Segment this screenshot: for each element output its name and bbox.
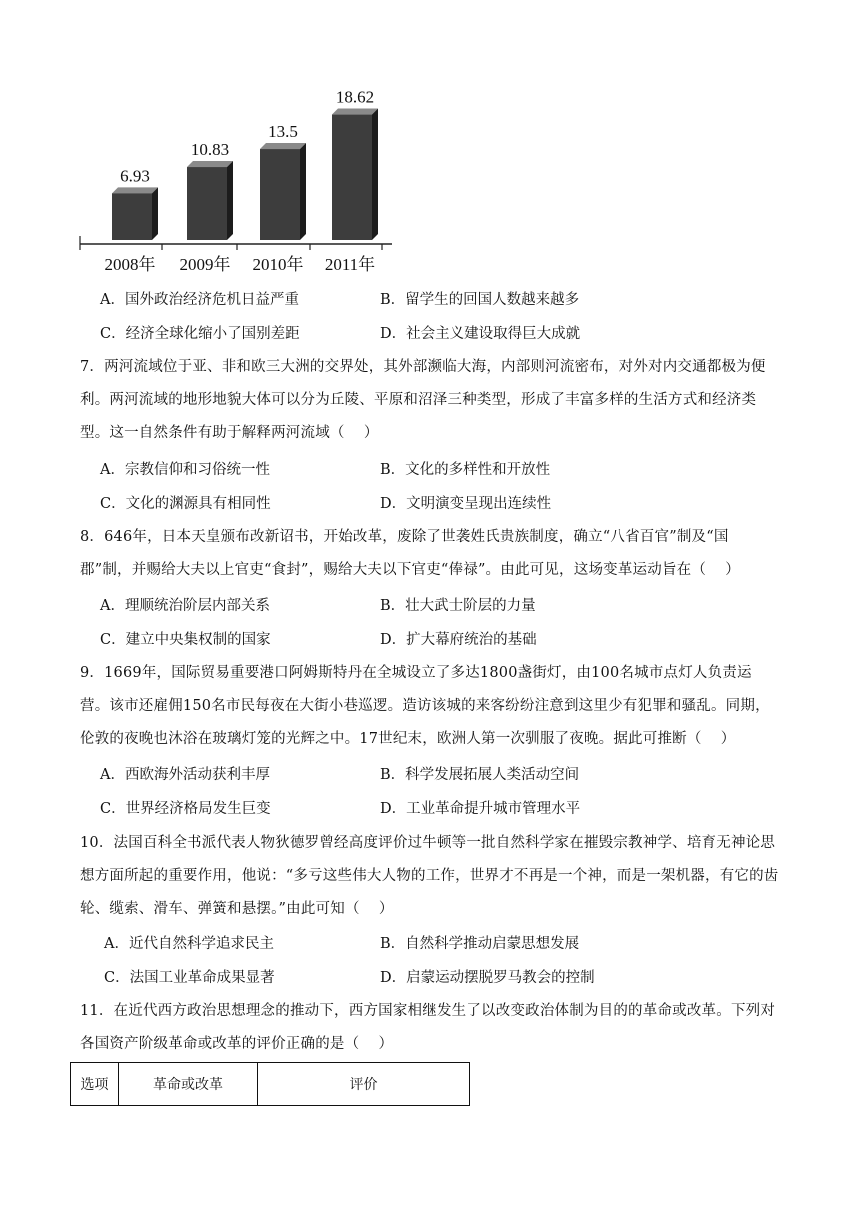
q10-option-c: C．法国工业革命成果显著 (104, 970, 275, 986)
q8-option-a: A．理顺统治阶层内部关系 (100, 598, 270, 614)
q9-option-c: C．世界经济格局发生巨变 (100, 801, 271, 817)
q11-table (70, 1062, 470, 1106)
x-tick-label: 2011年 (324, 255, 376, 274)
q9-stem: 9．1669年，国际贸易重要港口阿姆斯特丹在全城设立了多达1800盏街灯，由100名城市点灯人负责运营。该市还雇佣150名市民每夜在大街小巷巡逻。造访该城的来客纷纷注意到这里少有犯罪和骚乱。同期，伦敦的夜晚也沐浴在玻璃灯笼的光辉之中。17世纪末，欧洲人第一次驯服了夜晚。据此可推断（ ） (80, 665, 770, 747)
bar-side-face (300, 143, 306, 240)
q10-stem: 10．法国百科全书派代表人物狄德罗曾经高度评价过牛顿等一批自然科学家在摧毁宗教神学、培育无神论思想方面所起的重要作用，他说：“多亏这些伟大人物的工作，世界才不再是一个神，而是一架机器，有它的齿轮、缆索、滑车、弹簧和悬摆。”由此可知（ ） (80, 835, 779, 917)
q6-option-a: A．国外政治经济危机日益严重 (100, 292, 299, 308)
x-tick-label: 2010年 (252, 255, 304, 274)
table-header-cell: 评价 (258, 1063, 470, 1106)
q10-option-d: D．启蒙运动摆脱罗马教会的控制 (380, 970, 595, 986)
q6-option-c: C．经济全球化缩小了国别差距 (100, 326, 300, 342)
bar-value-label: 13.5 (268, 122, 298, 142)
bar (112, 193, 152, 240)
q8-option-b: B．壮大武士阶层的力量 (380, 598, 536, 614)
table-header-cell: 选项 (71, 1063, 119, 1106)
q8-option-c: C．建立中央集权制的国家 (100, 632, 271, 648)
bar-value-label: 18.62 (335, 87, 375, 107)
q10-option-a: A．近代自然科学追求民主 (104, 936, 274, 952)
x-tick-label: 2008年 (104, 255, 156, 274)
bar-chart (70, 87, 400, 280)
bar-top-face (332, 109, 378, 115)
q8-option-d: D．扩大幕府统治的基础 (380, 632, 537, 648)
bar (187, 167, 227, 240)
q10-option-b: B．自然科学推动启蒙思想发展 (380, 936, 580, 952)
bar (332, 115, 372, 240)
q7-option-b: B．文化的多样性和开放性 (380, 462, 551, 478)
table-header-row (71, 1063, 470, 1106)
q7-stem: 7．两河流域位于亚、非和欧三大洲的交界处，其外部濒临大海，内部则河流密布，对外对内交通都极为便利。两河流域的地形地貌大体可以分为丘陵、平原和沼泽三种类型，形成了丰富多样的生活方式和经济类型。这一自然条件有助于解释两河流域（ ） (80, 359, 766, 441)
bar-value-label: 6.93 (120, 166, 150, 186)
q7-option-c: C．文化的渊源具有相同性 (100, 496, 271, 512)
bar-side-face (227, 161, 233, 240)
bar-side-face (152, 187, 158, 240)
q6-option-b: B．留学生的回国人数越来越多 (380, 292, 580, 308)
bar-value-label: 10.83 (190, 140, 230, 160)
q11-stem: 11．在近代西方政治思想理念的推动下，西方国家相继发生了以改变政治体制为目的的革命或改革。下列对各国资产阶级革命或改革的评价正确的是（ ） (80, 1003, 776, 1052)
q7-option-d: D．文明演变呈现出连续性 (380, 496, 552, 512)
bar-top-face (260, 143, 306, 149)
q6-option-d: D．社会主义建设取得巨大成就 (380, 326, 581, 342)
bar-side-face (372, 109, 378, 240)
q8-stem: 8．646年，日本天皇颁布改新诏书，开始改革，废除了世袭姓氏贵族制度，确立“八省百官”制及“国郡”制，并赐给大夫以上官吏“食封”，赐给大夫以下官吏“俸禄”。由此可见，这场变革运动旨在（ ） (80, 529, 740, 578)
q7-option-a: A．宗教信仰和习俗统一性 (100, 462, 270, 478)
bar-top-face (112, 187, 158, 193)
table-header-cell: 革命或改革 (119, 1063, 258, 1106)
x-tick-label: 2009年 (179, 255, 231, 274)
q9-option-b: B．科学发展拓展人类活动空间 (380, 767, 580, 783)
q9-option-d: D．工业革命提升城市管理水平 (380, 801, 581, 817)
bar-top-face (187, 161, 233, 167)
bar (260, 149, 300, 240)
q9-option-a: A．西欧海外活动获利丰厚 (100, 767, 270, 783)
